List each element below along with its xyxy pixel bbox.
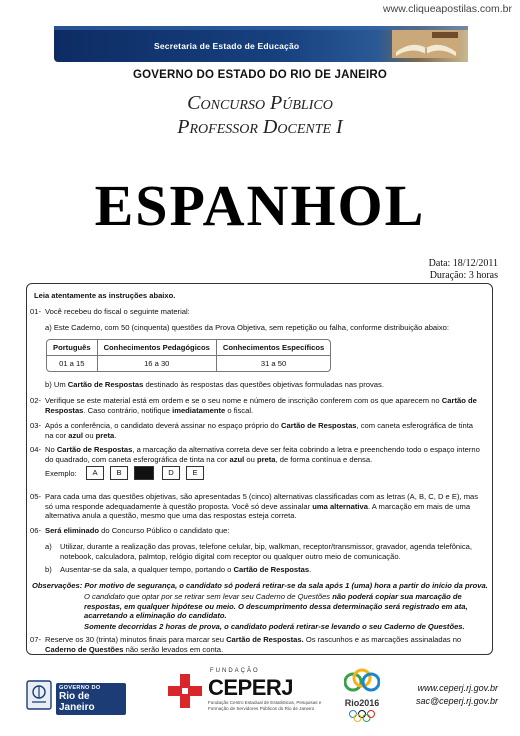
ceperj-subtitle-2: Formação de Servidores Públicos do Rio de Janeiro [208, 706, 315, 711]
example-option-filled [134, 466, 154, 480]
item-number: 04- [30, 445, 41, 454]
rio2016-text: Rio2016 [344, 698, 380, 708]
instruction-07: Reserve os 30 (trinta) minutos finais para marcar seu Cartão de Respostas. Os rascunhos e as marcações assinaladas no Caderno de Questões não serão levados em conta. [45, 635, 462, 654]
item-number: 03- [30, 421, 41, 430]
instruction-01: Você recebeu do fiscal o seguinte material: [45, 307, 190, 316]
example-option-b: B [110, 466, 128, 480]
observations-paragraph-2: Somente decorridas 2 horas de prova, o candidato poderá retirar-se levando o seu Caderno de Questões. [84, 622, 465, 631]
watermark: www.cliqueapostilas.com.br [383, 3, 512, 15]
question-distribution-table [46, 339, 331, 372]
instructions-heading: Leia atentamente as instruções abaixo. [34, 291, 176, 300]
gov-logo-small: GOVERNO DO [59, 685, 101, 691]
fundacao-label: FUNDAÇÃO [210, 668, 260, 674]
rio2016-figures-icon [344, 668, 380, 696]
table-cell: 01 a 15 [47, 356, 98, 371]
instruction-06b-label: b) [45, 565, 52, 574]
instruction-06a-label: a) [45, 542, 52, 551]
observations-line: Observações: Por motivo de segurança, o candidato só poderá retirar-se da sala após 1 (uma) hora a partir do início da prova. [32, 581, 488, 590]
coat-of-arms-icon [26, 680, 52, 710]
instruction-05: Para cada uma das questões objetivas, são apresentadas 5 (cinco) alternativas classificadas com as letras (A, B, C, D e E), mas só uma responde adequadamente à questão proposta. Você só deve assinalar uma alternativa. A marcação em mais de uma alternativa anula a questão, mesmo que uma das respostas esteja correta. [45, 492, 479, 521]
gov-rj-logo [26, 680, 126, 713]
role-title: Professor Docente I [177, 116, 343, 138]
website-link[interactable]: www.ceperj.rj.gov.br [417, 683, 498, 693]
instruction-02: Verifique se este material está em ordem e se o seu nome e número de inscrição conferem com os que aparecem no Cartão de Respostas. Caso contrário, notifique imediatamente o fiscal. [45, 396, 477, 415]
item-number: 07- [30, 635, 41, 644]
book-illustration-icon [392, 30, 460, 58]
contest-title: Concurso Público [187, 92, 333, 114]
table-header: Conhecimentos Específicos [217, 340, 330, 356]
subject-title: ESPANHOL [94, 173, 426, 238]
ceperj-cross-icon [168, 674, 202, 708]
olympic-rings-icon [348, 710, 376, 722]
instruction-03: Após a conferência, o candidato deverá assinar no espaço próprio do Cartão de Respostas, com caneta esferográfica de tinta na cor azul ou preta. [45, 421, 474, 440]
government-title: GOVERNO DO ESTADO DO RIO DE JANEIRO [132, 69, 388, 81]
item-number: 01- [30, 307, 41, 316]
item-number: 06- [30, 526, 41, 535]
rio2016-logo [340, 668, 384, 724]
example-option-d: D [162, 466, 180, 480]
example-option-a: A [86, 466, 104, 480]
example-option-e: E [186, 466, 204, 480]
email-link[interactable]: sac@ceperj.rj.gov.br [416, 696, 498, 706]
table-cell: 31 a 50 [260, 359, 287, 368]
ceperj-wordmark: CEPERJ [208, 675, 294, 700]
ceperj-subtitle-1: Fundação Centro Estadual de Estatísticas, Pesquisas e [208, 700, 322, 705]
item-number: 02- [30, 396, 41, 405]
example-label: Exemplo: [45, 469, 77, 478]
item-number: 05- [30, 492, 41, 501]
instruction-06: Será eliminado do Concurso Público o candidato que: [45, 526, 230, 535]
instruction-01a: a) Este Caderno, com 50 (cinquenta) questões da Prova Objetiva, sem repetição ou falha, conforme distribuição abaixo: [45, 323, 449, 332]
instruction-06a: Utilizar, durante a realização das provas, telefone celular, bip, walkman, receptor/transmissor, gravador, agenda telefônica, notebook, calculadora, palmtop, relógio digital com receptor ou qualquer outro meio de comunicação. [60, 542, 472, 561]
banner-text: Secretaria de Estado de Educação [154, 41, 300, 51]
instruction-04: No Cartão de Respostas, a marcação da alternativa correta deve ser feita cobrindo a letra e preenchendo todo o espaço interno do quadrado, com caneta esferográfica de tinta na cor azul ou preta, de forma contínua e densa. [45, 445, 480, 464]
exam-duration: Duração: 3 horas [429, 270, 498, 281]
table-cell: 16 a 30 [98, 356, 217, 371]
header-banner [54, 26, 468, 62]
table-header: Português [47, 340, 98, 356]
exam-date: Data: 18/12/2011 [428, 258, 498, 269]
ceperj-logo [168, 664, 322, 724]
instruction-06b: Ausentar-se da sala, a qualquer tempo, portando o Cartão de Respostas. [60, 565, 312, 574]
instruction-01b: b) Um Cartão de Respostas destinado às respostas das questões objetivas formuladas nas provas. [45, 380, 384, 389]
observations-paragraph-1: O candidato que optar por se retirar sem levar seu Caderno de Questões não poderá copiar sua marcação de respostas, em qualquer hipótese ou meio. O descumprimento dessa determinação será registrado em ata, acarretando a eliminação do candidato. [84, 592, 468, 621]
table-header: Conhecimentos Pedagógicos [98, 340, 217, 356]
gov-logo-big: Rio de Janeiro [59, 691, 95, 713]
